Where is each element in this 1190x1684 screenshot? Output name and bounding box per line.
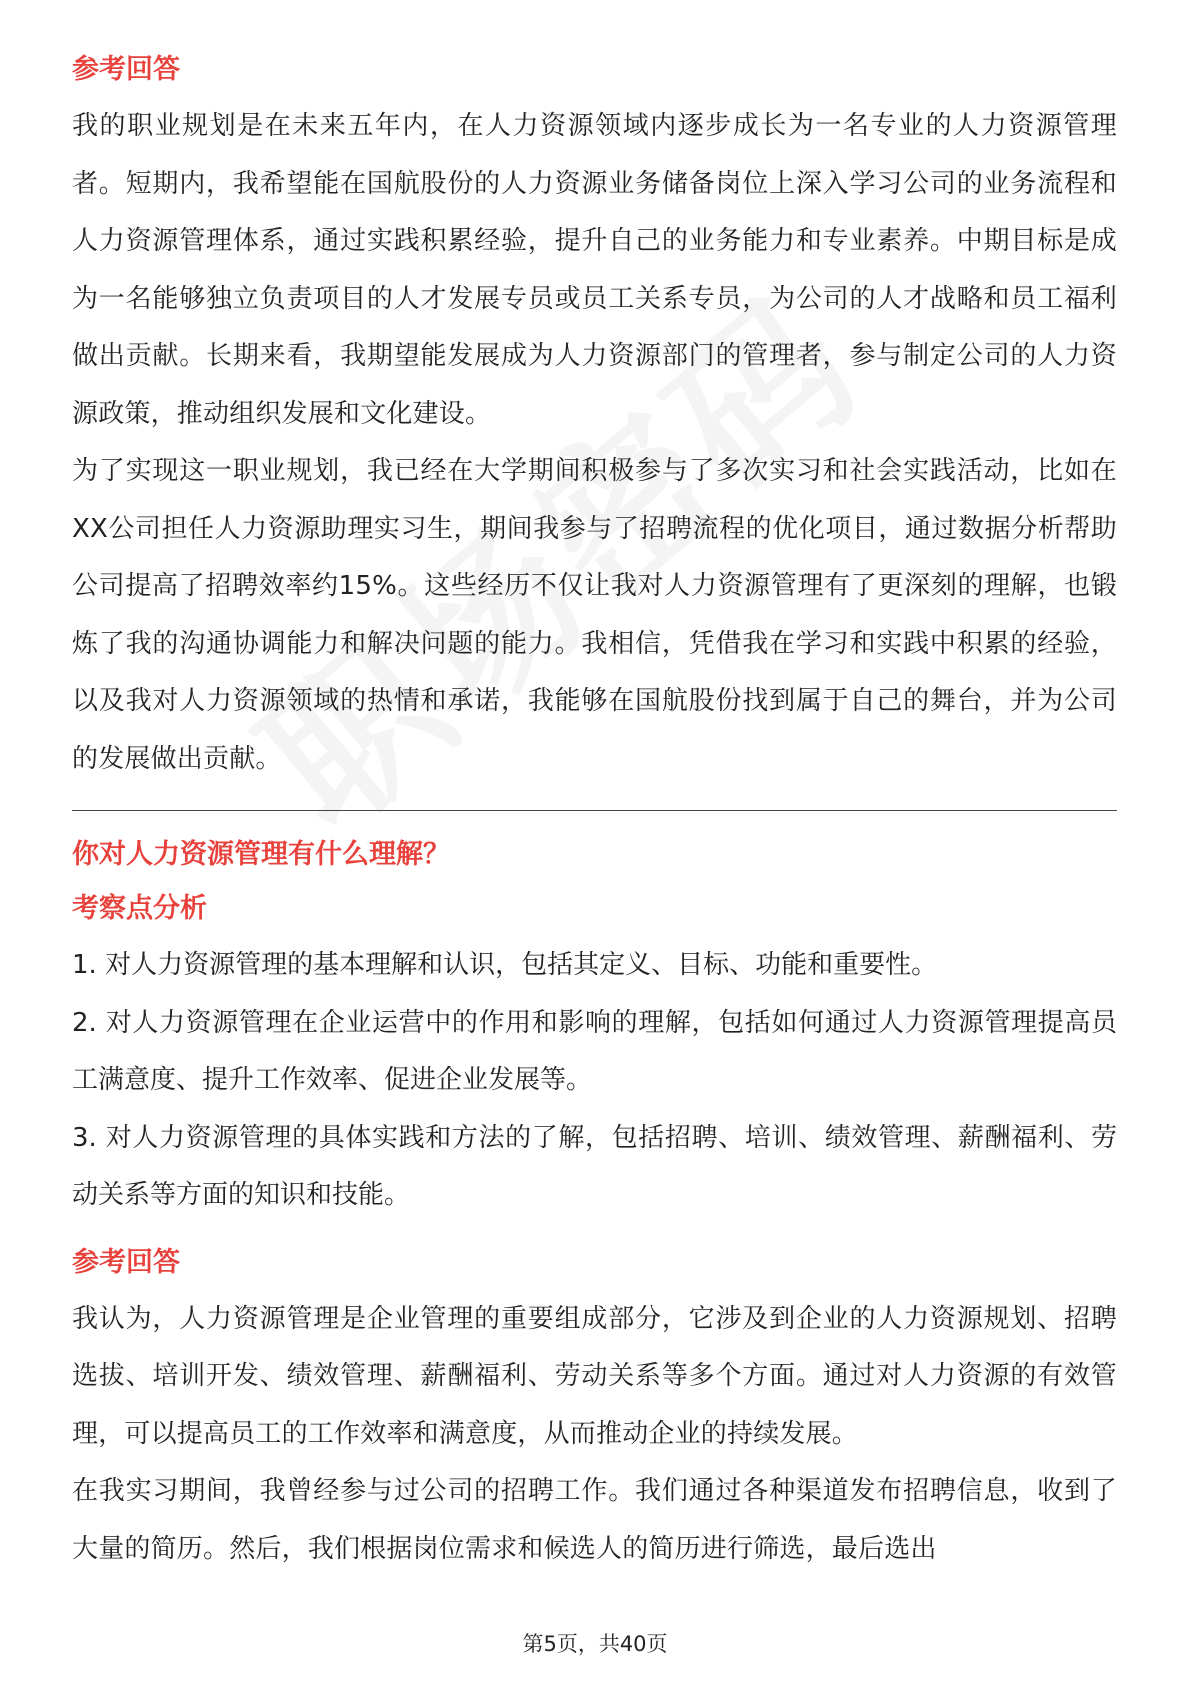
analysis-point: 2. 对人力资源管理在企业运营中的作用和影响的理解，包括如何通过人力资源管理提高员工满意度、提升工作效率、促进企业发展等。 [72, 1007, 1117, 1095]
analysis-point: 1. 对人力资源管理的基本理解和认识，包括其定义、目标、功能和重要性。 [72, 950, 938, 980]
answer-paragraph: 我的职业规划是在未来五年内，在人力资源领域内逐步成长为一名专业的人力资源管理者。短期内，我希望能在国航股份的人力资源业务储备岗位上深入学习公司的业务流程和人力资源管理体系，通过实践积累经验，提升自己的业务能力和专业素养。中期目标是成为一名能够独立负责项目的人才发展专员或员工关系专员，为公司的人才战略和员工福利做出贡献。长期来看，我期望能发展成为人力资源部门的管理者，参与制定公司的人力资源政策，推动组织发展和文化建设。 [72, 111, 1117, 429]
analysis-point: 3. 对人力资源管理的具体实践和方法的了解，包括招聘、培训、绩效管理、薪酬福利、劳动关系等方面的知识和技能。 [72, 1122, 1117, 1210]
answer-heading: 参考回答 [72, 1246, 180, 1278]
question-heading: 你对人力资源管理有什么理解？ [72, 839, 450, 870]
analysis-heading: 考察点分析 [72, 893, 207, 924]
section-divider [72, 810, 1117, 811]
answer-paragraph: 我认为，人力资源管理是企业管理的重要组成部分，它涉及到企业的人力资源规划、招聘选拔、培训开发、绩效管理、薪酬福利、劳动关系等多个方面。通过对人力资源的有效管理，可以提高员工的工作效率和满意度，从而推动企业的持续发展。 [72, 1303, 1117, 1449]
page-content [72, 50, 1117, 1578]
answer-heading: 参考回答 [72, 54, 180, 85]
answer-paragraph: 在我实习期间，我曾经参与过公司的招聘工作。我们通过各种渠道发布招聘信息，收到了大量的简历。然后，我们根据岗位需求和候选人的简历进行筛选，最后选出 [72, 1476, 1117, 1564]
answer-paragraph: 为了实现这一职业规划，我已经在大学期间积极参与了多次实习和社会实践活动，比如在XX公司担任人力资源助理实习生，期间我参与了招聘流程的优化项目，通过数据分析帮助公司提高了招聘效率约15%。这些经历不仅让我对人力资源管理有了更深刻的理解，也锻炼了我的沟通协调能力和解决问题的能力。我相信，凭借我在学习和实践中积累的经验，以及我对人力资源领域的热情和承诺，我能够在国航股份找到属于自己的舞台，并为公司的发展做出贡献。 [72, 456, 1117, 774]
page-number: 第5页，共40页 [522, 1632, 668, 1656]
